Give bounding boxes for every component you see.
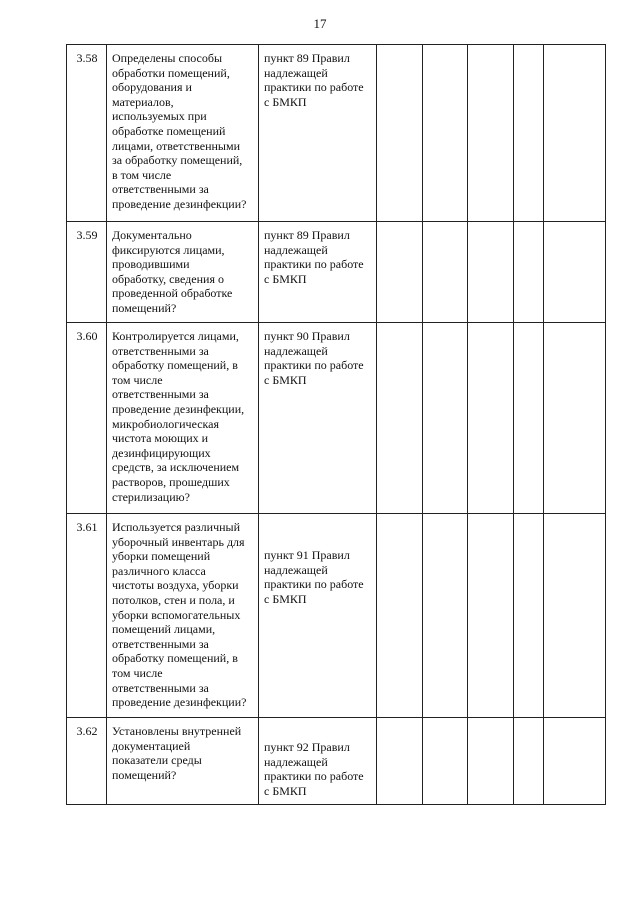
item-question: Определены способы обработки помещений, оборудования и материалов, используемых при обработке помещений лицами, ответственными за обработку помещений, в том числе ответственными за проведение дезинфекции? — [107, 45, 259, 222]
answer-no-cell[interactable] — [423, 323, 468, 514]
item-question: Установлены внутренней документацией показатели среды помещений? — [107, 718, 259, 805]
note-cell[interactable] — [544, 323, 606, 514]
item-question: Документально фиксируются лицами, проводившими обработку, сведения о проведенной обработке помещений? — [107, 222, 259, 323]
blank-cell[interactable] — [514, 45, 544, 222]
note-cell[interactable] — [544, 718, 606, 805]
item-number: 3.61 — [67, 514, 107, 718]
table-row — [67, 718, 606, 805]
item-question: Контролируется лицами, ответственными за обработку помещений, в том числе ответственными за проведение дезинфекции, микробиологическая чистота моющих и дезинфицирующих средств, за исключением растворов, прошедших стерилизацию? — [107, 323, 259, 514]
answer-yes-cell[interactable] — [377, 222, 423, 323]
answer-na-cell[interactable] — [468, 514, 514, 718]
answer-no-cell[interactable] — [423, 45, 468, 222]
answer-yes-cell[interactable] — [377, 45, 423, 222]
answer-yes-cell[interactable] — [377, 323, 423, 514]
note-cell[interactable] — [544, 222, 606, 323]
item-reference: пункт 89 Правил надлежащей практики по работе с БМКП — [259, 45, 377, 222]
item-number: 3.58 — [67, 45, 107, 222]
table-row — [67, 514, 606, 718]
answer-yes-cell[interactable] — [377, 514, 423, 718]
checklist-table — [66, 44, 606, 805]
answer-yes-cell[interactable] — [377, 718, 423, 805]
item-reference: пункт 90 Правил надлежащей практики по работе с БМКП — [259, 323, 377, 514]
table-row — [67, 323, 606, 514]
item-number: 3.60 — [67, 323, 107, 514]
item-number: 3.59 — [67, 222, 107, 323]
item-reference: пункт 91 Правил надлежащей практики по работе с БМКП — [259, 514, 377, 718]
blank-cell[interactable] — [514, 222, 544, 323]
answer-na-cell[interactable] — [468, 323, 514, 514]
blank-cell[interactable] — [514, 323, 544, 514]
answer-no-cell[interactable] — [423, 222, 468, 323]
answer-na-cell[interactable] — [468, 222, 514, 323]
item-reference: пункт 89 Правил надлежащей практики по работе с БМКП — [259, 222, 377, 323]
note-cell[interactable] — [544, 514, 606, 718]
table-row — [67, 45, 606, 222]
blank-cell[interactable] — [514, 718, 544, 805]
page-number: 17 — [313, 16, 327, 31]
table-row — [67, 222, 606, 323]
answer-no-cell[interactable] — [423, 514, 468, 718]
note-cell[interactable] — [544, 45, 606, 222]
answer-no-cell[interactable] — [423, 718, 468, 805]
item-number: 3.62 — [67, 718, 107, 805]
answer-na-cell[interactable] — [468, 718, 514, 805]
item-reference: пункт 92 Правил надлежащей практики по работе с БМКП — [259, 718, 377, 805]
answer-na-cell[interactable] — [468, 45, 514, 222]
blank-cell[interactable] — [514, 514, 544, 718]
item-question: Используется различный уборочный инвентарь для уборки помещений различного класса чистоты воздуха, уборки потолков, стен и пола, и уборки вспомогательных помещений лицами, ответственными за обработку помещений, в том числе ответственными за проведение дезинфекции? — [107, 514, 259, 718]
